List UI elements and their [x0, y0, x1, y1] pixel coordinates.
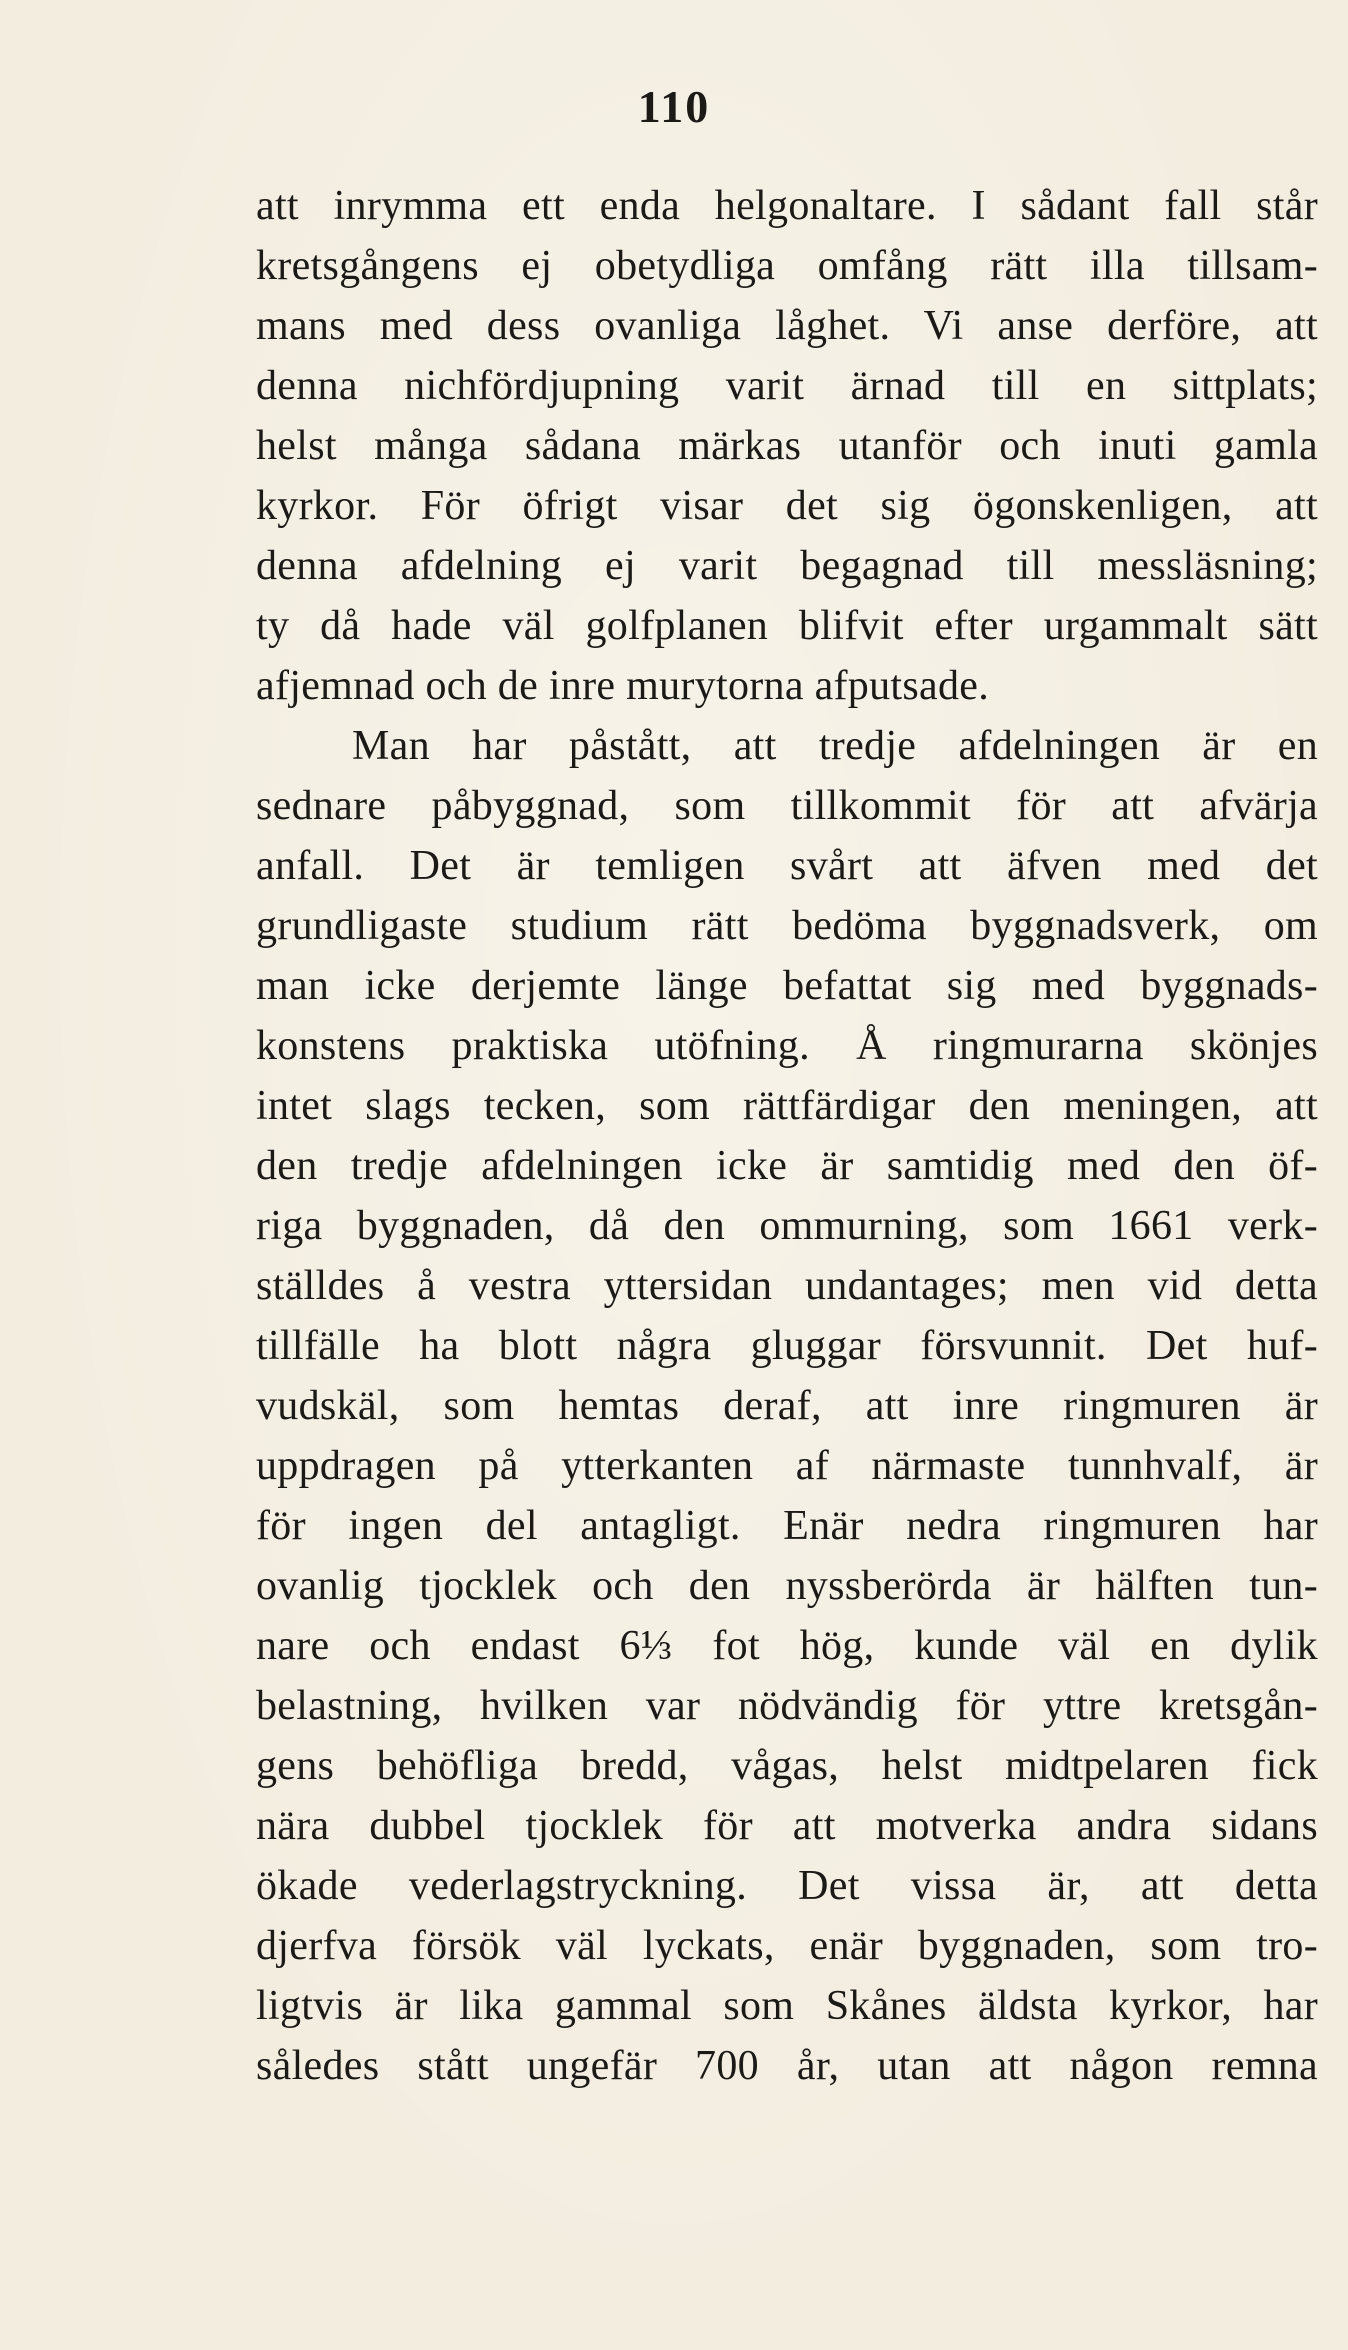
text-line: man icke derjemte länge befattat sig med byggnads- [256, 963, 1318, 1009]
text-line: Man har påstått, att tredje afdelningen är en [352, 723, 1318, 769]
text-line: ligtvis är lika gammal som Skånes äldsta kyrkor, har [256, 1983, 1318, 2029]
text-line: kyrkor. För öfrigt visar det sig ögonskenligen, att [256, 483, 1318, 529]
text-line: gens behöfliga bredd, vågas, helst midtpelaren fick [256, 1743, 1318, 1789]
text-line: ovanlig tjocklek och den nyssberörda är hälften tun- [256, 1563, 1318, 1609]
text-line: nare och endast 6⅓ fot hög, kunde väl en dylik [256, 1623, 1318, 1669]
body-text [256, 176, 1318, 2096]
text-line: för ingen del antagligt. Enär nedra ringmuren har [256, 1503, 1318, 1549]
text-line: konstens praktiska utöfning. Å ringmurarna skönjes [256, 1023, 1318, 1069]
text-line: riga byggnaden, då den ommurning, som 1661 verk- [256, 1203, 1318, 1249]
text-line: vudskäl, som hemtas deraf, att inre ringmuren är [256, 1383, 1318, 1429]
text-line: intet slags tecken, som rättfärdigar den meningen, att [256, 1083, 1318, 1129]
text-line: djerfva försök väl lyckats, enär byggnaden, som tro- [256, 1923, 1318, 1969]
text-line: kretsgångens ej obetydliga omfång rätt illa tillsam- [256, 243, 1318, 289]
text-line: ökade vederlagstryckning. Det vissa är, att detta [256, 1863, 1318, 1909]
text-line: denna afdelning ej varit begagnad till messläsning; [256, 543, 1318, 589]
text-line: tillfälle ha blott några gluggar försvunnit. Det huf- [256, 1323, 1318, 1369]
text-line: mans med dess ovanliga låghet. Vi anse derföre, att [256, 303, 1318, 349]
text-line: grundligaste studium rätt bedöma byggnadsverk, om [256, 903, 1318, 949]
text-line: belastning, hvilken var nödvändig för yttre kretsgån- [256, 1683, 1318, 1729]
text-line: uppdragen på ytterkanten af närmaste tunnhvalf, är [256, 1443, 1318, 1489]
text-line: helst många sådana märkas utanför och inuti gamla [256, 423, 1318, 469]
text-line: afjemnad och de inre murytorna afputsade. [256, 663, 990, 709]
text-line: denna nichfördjupning varit ärnad till en sittplats; [256, 363, 1318, 409]
text-line: anfall. Det är temligen svårt att äfven med det [256, 843, 1318, 889]
text-line: således stått ungefär 700 år, utan att någon remna [256, 2043, 1318, 2089]
text-line: sednare påbyggnad, som tillkommit för att afvärja [256, 783, 1318, 829]
text-line: att inrymma ett enda helgonaltare. I sådant fall står [256, 183, 1318, 229]
page-number: 110 [637, 81, 711, 132]
text-line: ställdes å vestra yttersidan undantages; men vid detta [256, 1263, 1318, 1309]
text-line: nära dubbel tjocklek för att motverka andra sidans [256, 1803, 1318, 1849]
text-line: ty då hade väl golfplanen blifvit efter urgammalt sätt [256, 603, 1318, 649]
text-line: den tredje afdelningen icke är samtidig med den öf- [256, 1143, 1318, 1189]
